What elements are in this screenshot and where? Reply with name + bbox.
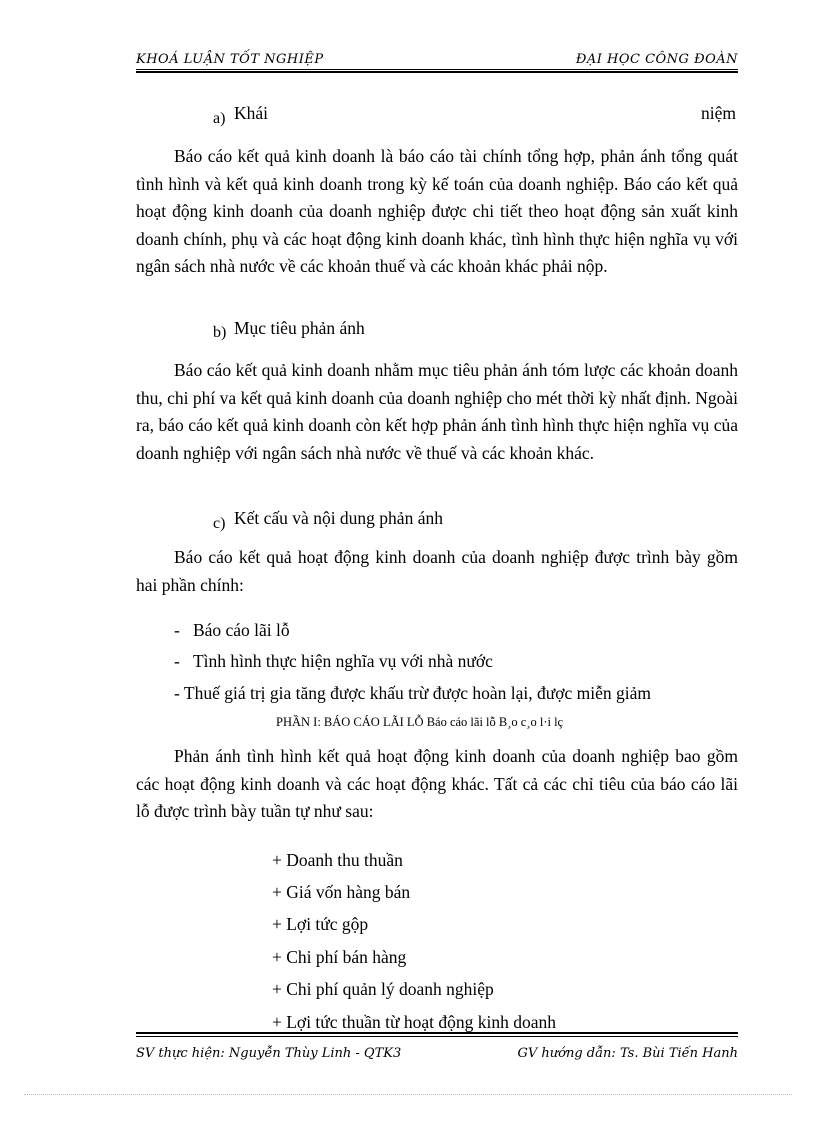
dash-marker-icon: - — [174, 620, 193, 640]
header-right: ĐẠI HỌC CÔNG ĐOÀN — [575, 52, 738, 67]
section-b-title: Mục tiêu phản ánh — [234, 318, 365, 338]
section-b-marker: b) — [213, 324, 227, 341]
plus-list-item: + Chi phí quản lý doanh nghiệp — [272, 979, 494, 999]
paragraph-a: Báo cáo kết quả kinh doanh là báo cáo tài chính tổng hợp, phản ánh tổng quát tình hình và kết quả kinh doanh trong kỳ kế toán của doanh nghiệp. Báo cáo kết quả hoạt động kinh doanh của doanh nghiệp được chi tiết theo hoạt động sản xuất kinh doanh chính, phụ và các hoạt động kinh doanh khác, tình hình thực hiện nghĩa vụ với ngân sách nhà nước về các khoản thuế và các khoản khác phải nộp. — [136, 146, 738, 276]
header-rule-thick — [136, 71, 738, 73]
footer-rule-thin — [136, 1036, 738, 1037]
section-c-marker: c) — [213, 515, 226, 532]
dash-item — [174, 651, 493, 672]
plus-list-item: + Giá vốn hàng bán — [272, 882, 411, 902]
section-a-title-right: niệm — [701, 103, 736, 123]
header-rule-thin — [136, 69, 738, 70]
section-a-marker: a) — [213, 110, 226, 127]
footer-left: SV thực hiện: Nguyễn Thùy Linh - QTK3 — [136, 1046, 402, 1061]
footer-rule-thick — [136, 1032, 738, 1034]
dash-item-text: Tình hình thực hiện nghĩa vụ với nhà nước — [192, 651, 493, 671]
paragraph-b: Báo cáo kết quả kinh doanh nhằm mục tiêu phản ánh tóm lược các khoản doanh thu, chi phí va kết quả kinh doanh của doanh nghiệp cho mét thời kỳ nhất định. Ngoài ra, báo cáo kết quả kinh doanh còn kết hợp phản ánh tình hình thực hiện nghĩa vụ của doanh nghiệp với ngân sách nhà nước về thuế và các khoản khác. — [136, 360, 738, 463]
dash-item-text: Báo cáo lãi lỗ — [192, 620, 290, 640]
plus-list-item: + Doanh thu thuần — [272, 850, 403, 870]
dash-marker-icon: - — [174, 651, 193, 671]
plus-list-item: + Lợi tức thuần từ hoạt động kinh doanh — [272, 1012, 557, 1032]
part-heading: PHẦN I: BÁO CÁO LÃI LỖ Báo cáo lãi lỗ B¸o c¸o l·i lç — [276, 715, 564, 729]
paragraph-c: Báo cáo kết quả hoạt động kinh doanh của doanh nghiệp được trình bày gồm hai phần chính: — [136, 547, 738, 595]
plus-list-item: + Lợi tức gộp — [272, 914, 369, 934]
page-edge-dotted-line — [24, 1094, 792, 1095]
paragraph-d: Phản ánh tình hình kết quả hoạt động kinh doanh của doanh nghiệp bao gồm các hoạt động kinh doanh và các hoạt động khác. Tất cả các chỉ tiêu của báo cáo lãi lỗ được trình bày tuần tự như sau: — [136, 746, 738, 821]
section-c-title: Kết cấu và nội dung phản ánh — [234, 508, 443, 528]
footer-right: GV hướng dẫn: Ts. Bùi Tiến Hanh — [517, 1046, 738, 1061]
vat-line: - Thuế giá trị gia tăng được khấu trừ được hoàn lại, được miễn giảm — [174, 683, 651, 703]
plus-list-item: + Chi phí bán hàng — [272, 947, 407, 967]
dash-item — [174, 620, 290, 641]
header-left: KHOÁ LUẬN TỐT NGHIỆP — [136, 52, 324, 67]
section-a-title-left: Khái — [234, 103, 269, 123]
